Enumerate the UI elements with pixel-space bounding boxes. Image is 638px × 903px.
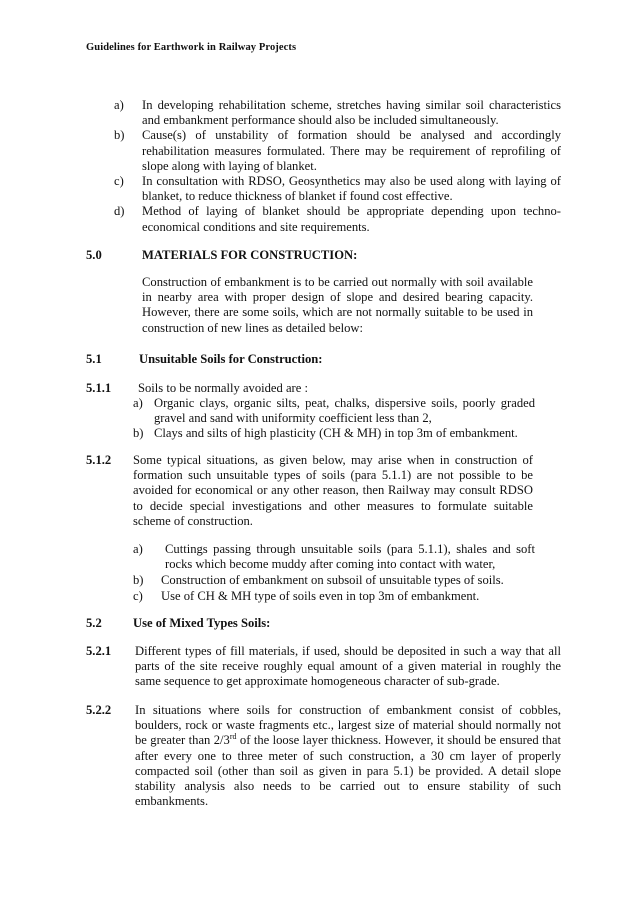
soil-list <box>133 396 535 442</box>
list-text: In consultation with RDSO, Geosynthetics may also be used along with laying of blanket, to reduce thickness of blanket if found cost effective. <box>142 174 561 204</box>
list-item <box>133 426 535 441</box>
list-label: b) <box>114 128 125 143</box>
list-label: c) <box>114 174 124 189</box>
section-paragraph <box>142 275 533 336</box>
list-text: Cause(s) of unstability of formation should be analysed and accordingly rehabilitation measures formulated. There may be requirement of reprofiling of slope along with laying of blanket. <box>142 128 561 173</box>
list-item <box>114 98 561 128</box>
list-label: a) <box>114 98 124 112</box>
section-paragraph <box>135 703 561 809</box>
section-number: 5.1 <box>86 352 102 366</box>
list-text: Clays and silts of high plasticity (CH & MH) in top 3m of embankment. <box>154 426 518 441</box>
paragraph-text: Some typical situations, as given below, may arise when in construction of formation such unsuitable types of soils (para 5.1.1) are not possible to be avoided for economical or any other reason, then Railway may consult RDSO to decide special investigations and other measures to formulate suitable scheme of construction. <box>133 453 533 528</box>
superscript: rd <box>229 732 237 742</box>
list-item <box>133 589 535 604</box>
list-text: In developing rehabilitation scheme, stretches having similar soil characteristics and embankment performance should also be included simultaneously. <box>142 98 561 128</box>
section-number: 5.1.2 <box>86 453 112 467</box>
section-title: MATERIALS FOR CONSTRUCTION: <box>142 248 358 262</box>
list-label: d) <box>114 204 125 219</box>
list-text: Construction of embankment on subsoil of unsuitable types of soils. <box>161 573 504 588</box>
running-header: Guidelines for Earthwork in Railway Projects <box>86 42 297 53</box>
paragraph-text: Construction of embankment is to be carried out normally with soil available in nearby area with proper design of slope and desired bearing capacity. However, there are some soils, which are not normally suitable to be used in construction of new lines as detailed below: <box>142 275 533 335</box>
list-text: Use of CH & MH type of soils even in top 3m of embankment. <box>161 588 480 603</box>
list-label: a) <box>133 396 143 410</box>
paragraph-part: of the loose layer thickness. However, it should be ensured that after every one to three meter of such construction, a 30 cm layer of properly compacted soil (other than soil as given in para 5.1) be provided. A detail slope stability analysis also needs to be carried out to ensure stability of such embankments. <box>135 733 561 809</box>
list-item <box>133 396 535 426</box>
section-number: 5.0 <box>86 248 102 262</box>
section-number: 5.2 <box>86 616 102 630</box>
paragraph-text <box>135 703 561 809</box>
list-label: a) <box>133 542 143 556</box>
section-number: 5.2.1 <box>86 644 112 658</box>
section-lead <box>138 381 308 396</box>
list-text: Method of laying of blanket should be appropriate depending upon techno-economical conditions and site requirements. <box>142 204 561 234</box>
list-item <box>114 204 561 234</box>
section-paragraph <box>135 644 561 690</box>
list-item <box>133 573 535 588</box>
intro-list <box>114 98 561 235</box>
lead-text: Soils to be normally avoided are : <box>138 381 308 395</box>
list-label: b) <box>133 426 144 441</box>
paragraph-text: Different types of fill materials, if used, should be deposited in such a way that all parts of the site receive roughly equal amount of a given material in roughly the same sequence to get approximate homogeneous character of sub-grade. <box>135 644 561 689</box>
section-paragraph <box>133 453 533 529</box>
list-text: Organic clays, organic silts, peat, chalks, dispersive soils, poorly graded gravel and sand with uniformity coefficient less than 2, <box>154 396 535 426</box>
section-number: 5.1.1 <box>86 381 112 395</box>
paragraph-part: In situations where soils for construction of embankment consist of cobbles, boulders, rock or waste fragments etc., largest size of material should normally not be greater than 2/3 <box>135 703 561 748</box>
list-label: b) <box>133 573 144 588</box>
list-item <box>114 128 561 174</box>
list-item <box>114 174 561 204</box>
section-title: Use of Mixed Types Soils: <box>133 616 271 630</box>
section-number: 5.2.2 <box>86 703 112 717</box>
list-text: Cuttings passing through unsuitable soils (para 5.1.1), shales and soft rocks which become muddy after coming into contact with water, <box>165 542 535 572</box>
situation-list <box>133 542 535 604</box>
list-item <box>133 542 535 572</box>
section-title: Unsuitable Soils for Construction: <box>139 352 323 366</box>
list-label: c) <box>133 588 143 603</box>
